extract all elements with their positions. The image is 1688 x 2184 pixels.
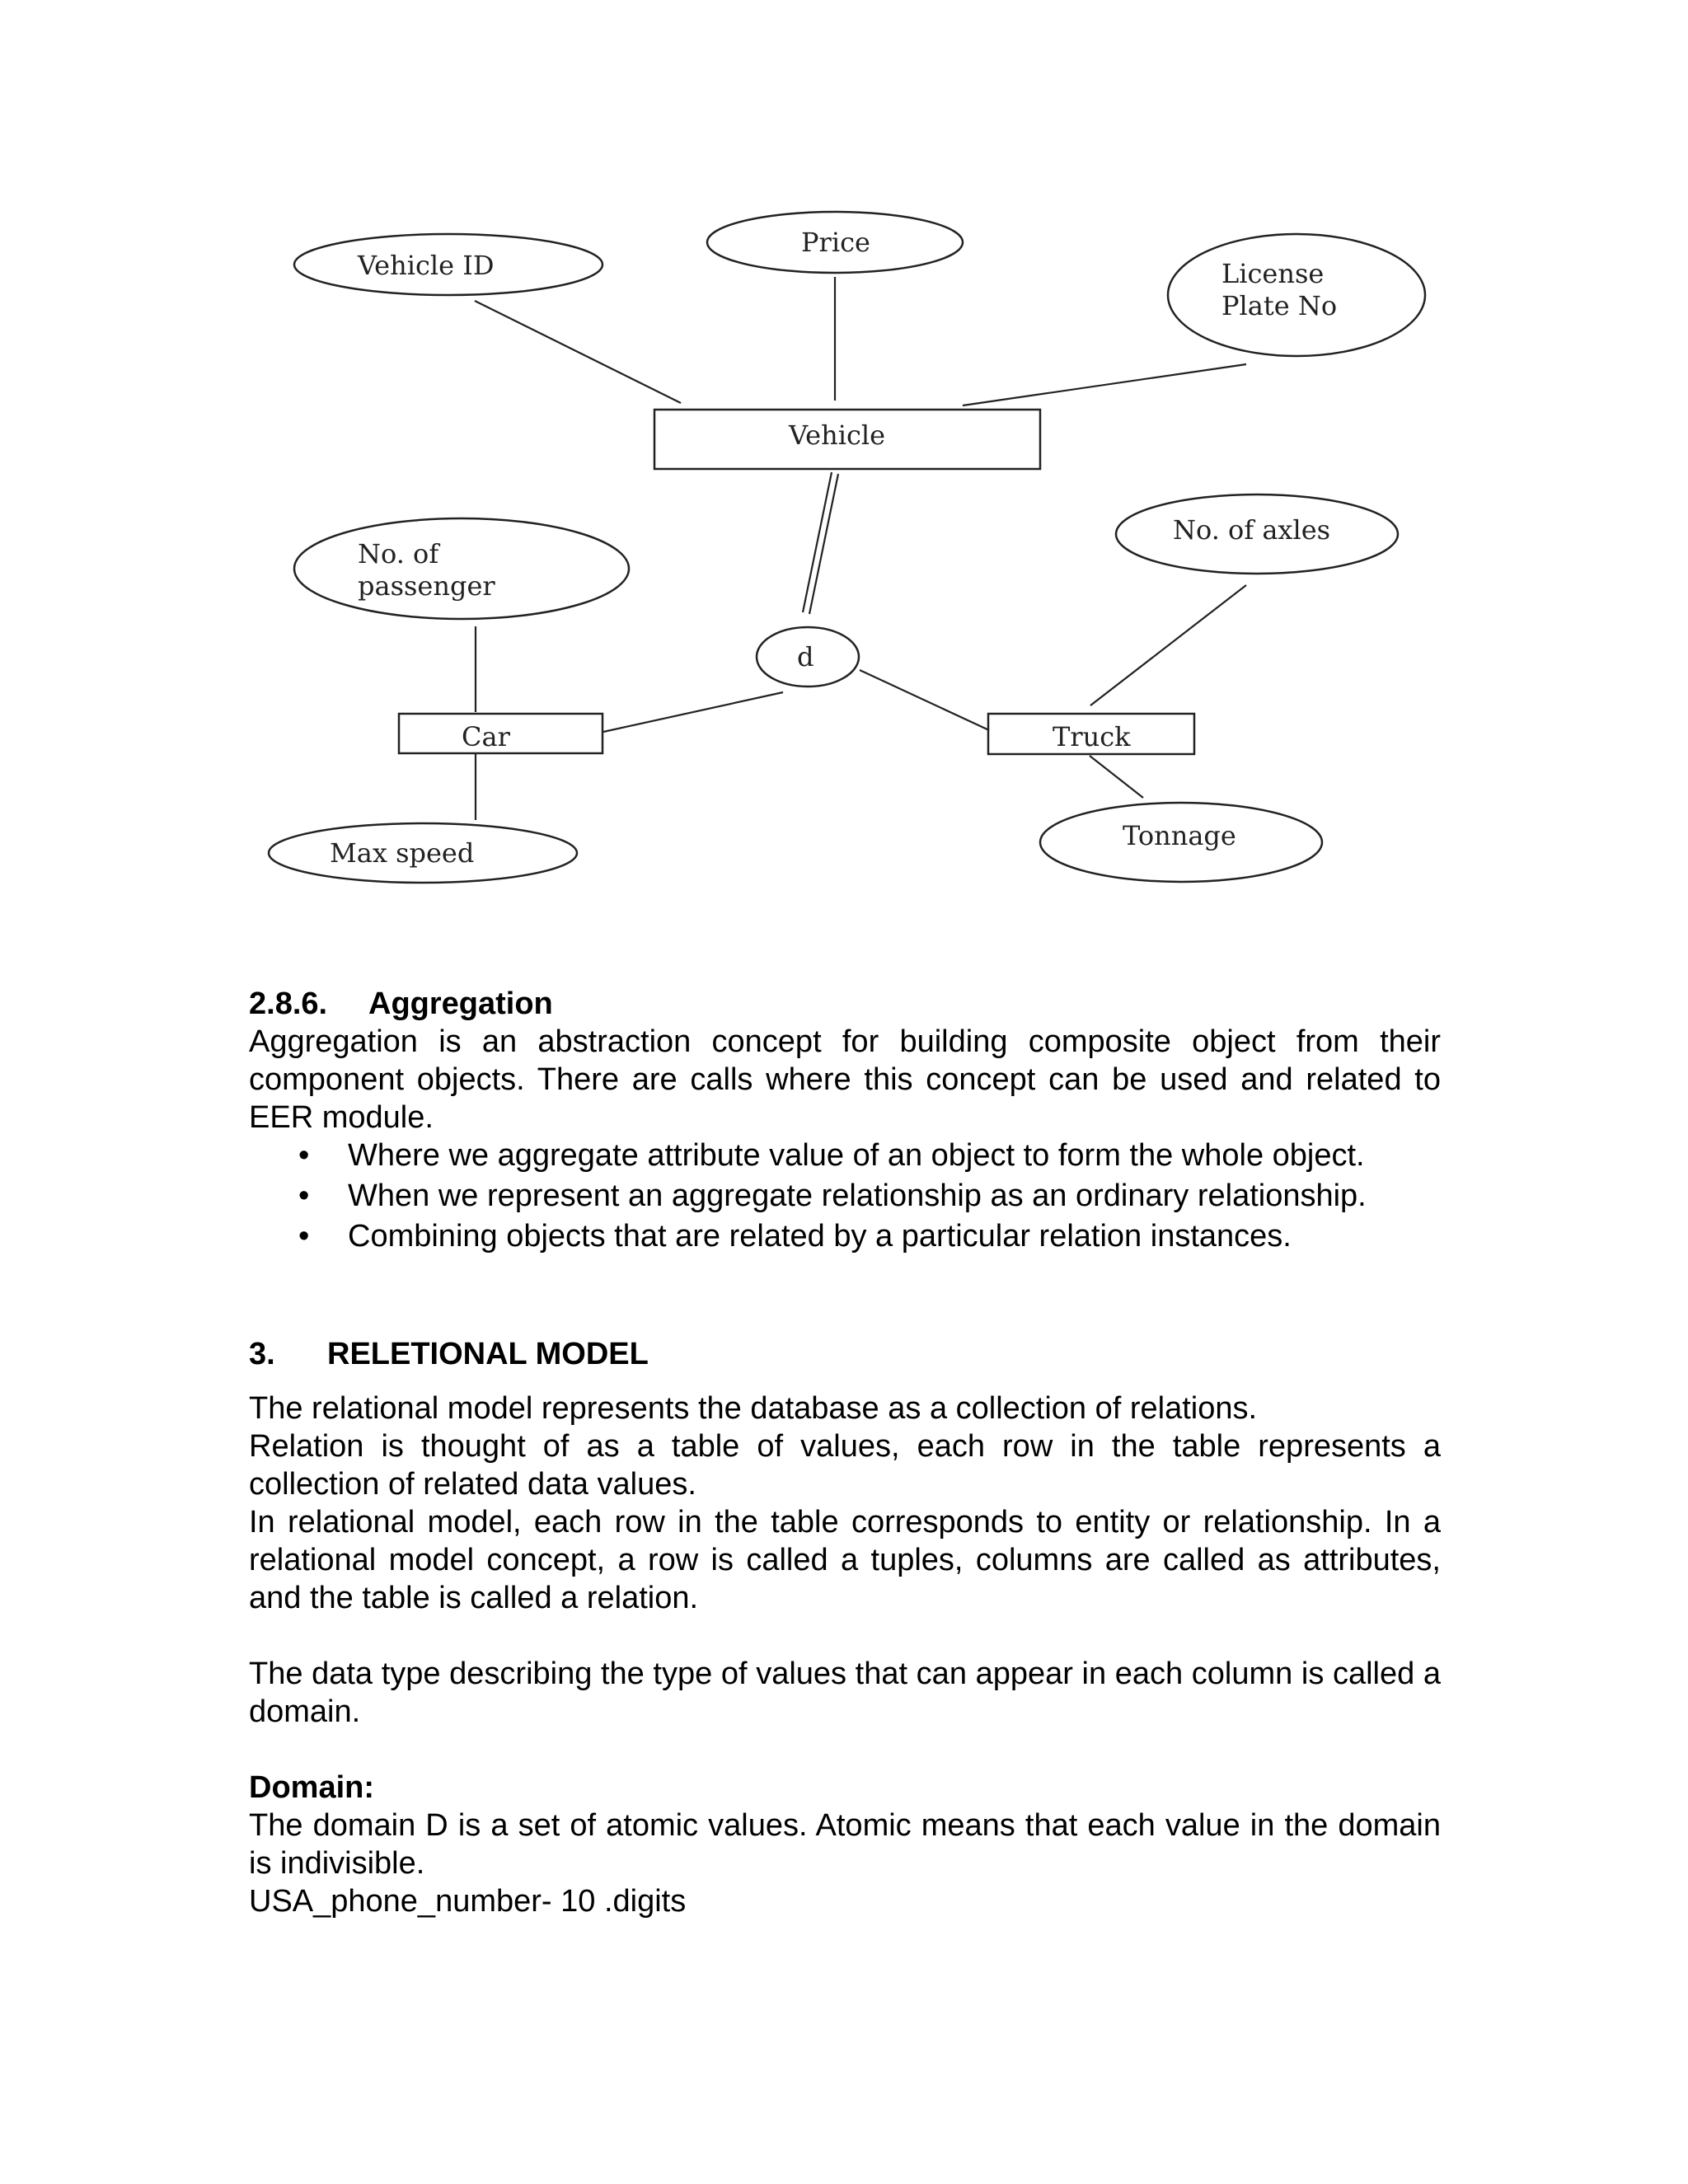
- bullet-item: • When we represent an aggregate relationship as an ordinary relationship.: [249, 1177, 1441, 1217]
- relational-paragraph-3: In relational model, each row in the table corresponds to entity or relationship. In a relational model concept, a row is called a tuples, columns are called as attributes, and the table is called a relation.: [249, 1505, 1441, 1615]
- entity-vehicle: [654, 410, 1040, 469]
- attribute-axles: [1116, 494, 1398, 574]
- section-heading-aggregation: [249, 985, 1441, 1023]
- section-heading-relational-model: [249, 1335, 1441, 1373]
- line-truck-tonnage: [1090, 756, 1143, 798]
- max-speed-label: Max speed: [330, 837, 475, 869]
- disjoint-label: d: [797, 641, 814, 673]
- section-title: RELETIONAL MODEL: [327, 1337, 649, 1371]
- domain-paragraph: The domain D is a set of atomic values. Atomic means that each value in the domain is indivisible.: [249, 1808, 1441, 1881]
- vehicle-id-label: Vehicle ID: [358, 250, 495, 281]
- price-label: Price: [801, 227, 870, 258]
- relational-paragraph-2: Relation is thought of as a table of values, each row in the table represents a collection of related data values.: [249, 1429, 1441, 1502]
- tonnage-label: Tonnage: [1123, 820, 1236, 851]
- disjoint-circle: [757, 627, 859, 687]
- truck-label: Truck: [1053, 721, 1131, 752]
- section-title: Aggregation: [368, 987, 553, 1021]
- line-vehicle-d-1: [803, 472, 832, 612]
- attribute-price: [707, 212, 963, 273]
- line-vehicleid-vehicle: [475, 301, 681, 403]
- line-axles-truck: [1090, 585, 1246, 705]
- attribute-passenger: [294, 518, 629, 619]
- attribute-vehicle-id: [294, 234, 603, 295]
- line-vehicle-d-2: [809, 474, 838, 614]
- vehicle-label: Vehicle: [789, 419, 886, 451]
- passenger-label-line2: passenger: [358, 570, 495, 602]
- relational-paragraph-1: The relational model represents the database as a collection of relations.: [249, 1391, 1258, 1426]
- passenger-label-line1: No. of: [358, 538, 439, 569]
- bullet-item: • Combining objects that are related by a particular relation instances.: [249, 1217, 1441, 1258]
- entity-truck: [988, 714, 1194, 754]
- license-label-line1: License: [1221, 258, 1325, 289]
- section-number: 2.8.6.: [249, 987, 328, 1021]
- eer-diagram: [0, 0, 1688, 923]
- attribute-license-plate: [1168, 234, 1425, 356]
- entity-car: [399, 714, 603, 753]
- document-body: [249, 985, 1441, 1920]
- line-d-truck: [860, 670, 989, 730]
- aggregation-bullet-list: [249, 1137, 1441, 1258]
- domain-heading: Domain:: [249, 1770, 374, 1805]
- line-car-d: [603, 692, 783, 732]
- relational-paragraph-4: The data type describing the type of values that can appear in each column is called a domain.: [249, 1657, 1441, 1729]
- car-label: Car: [462, 721, 510, 752]
- bullet-item: • Where we aggregate attribute value of an object to form the whole object.: [249, 1137, 1441, 1177]
- axles-label: No. of axles: [1173, 514, 1331, 546]
- license-label-line2: Plate No: [1221, 290, 1338, 321]
- section-number: 3.: [249, 1337, 275, 1371]
- attribute-max-speed: [269, 823, 577, 883]
- line-license-vehicle: [963, 364, 1246, 405]
- attribute-tonnage: [1040, 803, 1322, 882]
- aggregation-paragraph: Aggregation is an abstraction concept for building composite object from their component objects. There are calls where this concept can be used and related to EER module.: [249, 1024, 1441, 1135]
- domain-example: USA_phone_number- 10 .digits: [249, 1884, 687, 1919]
